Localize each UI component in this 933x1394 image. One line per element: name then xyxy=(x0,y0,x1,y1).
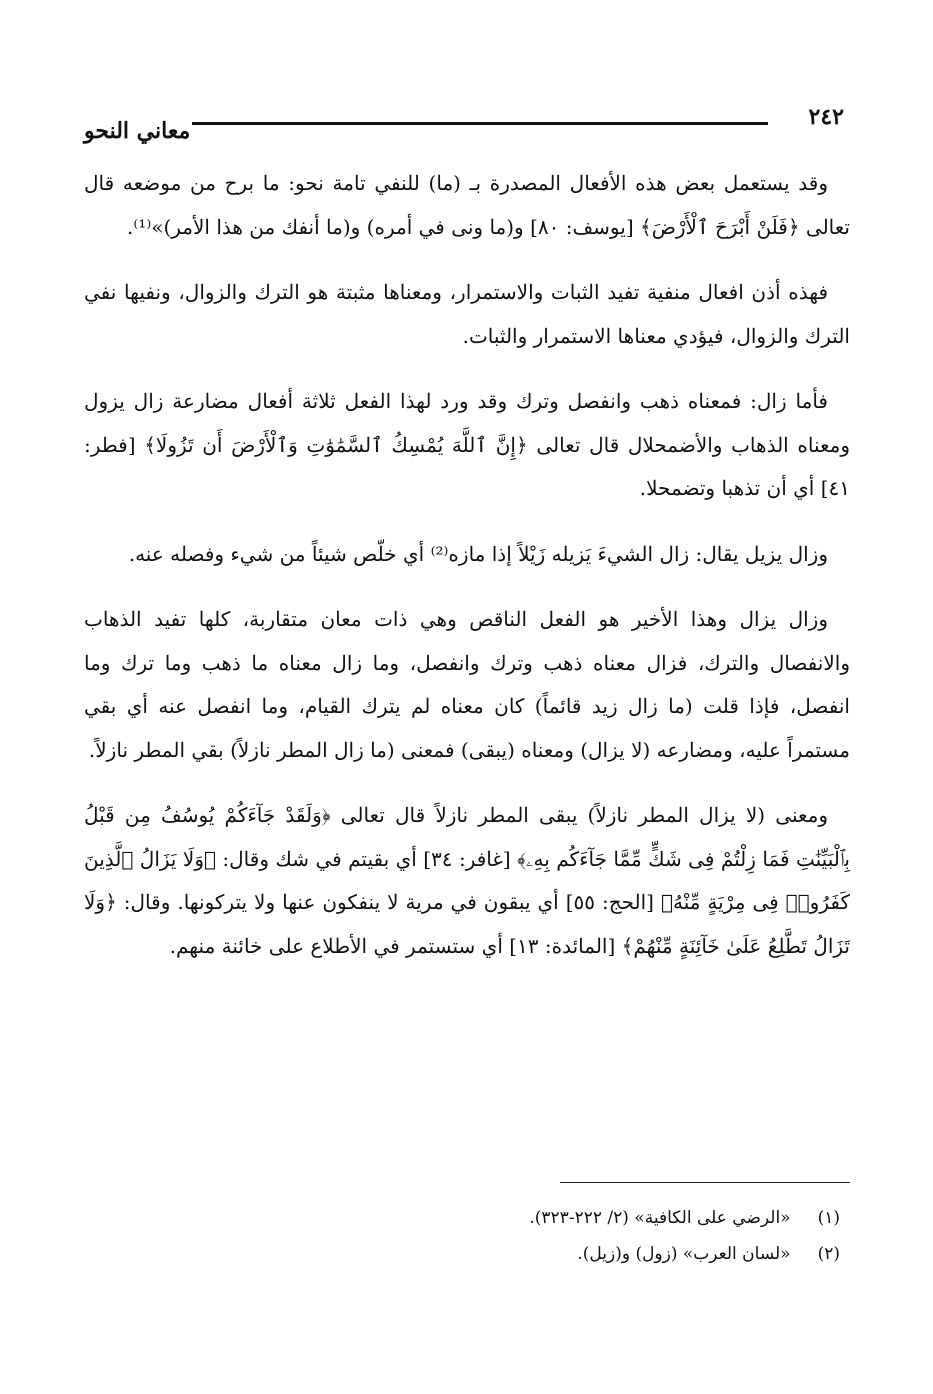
footnote-text: «الرضي على الكافية» (٢/ ٢٢٢-٣٢٣). xyxy=(529,1208,791,1228)
footnote-number: (٢) xyxy=(817,1244,840,1264)
page-number: ٢٤٢ xyxy=(808,104,844,130)
paragraph: وقد يستعمل بعض هذه الأفعال المصدرة بـ (ما) للنفي تامة نحو: ما برح من موضعه قال تعالى ﴿فَلَنْ أَبْرَحَ ٱلْأَرْضَ﴾ [يوسف: ٨٠] و(ما ونى في أمره) و(ما أنفك من هذا الأمر)»⁽¹⁾. xyxy=(84,171,850,239)
body-text xyxy=(84,162,850,990)
footnote-text: «لسان العرب» (زول) و(زيل). xyxy=(577,1244,791,1264)
page-header xyxy=(84,100,850,150)
paragraph: وزال يزيل يقال: زال الشيءَ يَزيله زَيْلاً إذا مازه⁽²⁾ أي خلّص شيئاً من شيء وفصله عنه. xyxy=(128,541,828,566)
footnote xyxy=(84,1236,850,1272)
header-rule xyxy=(192,122,768,125)
footnotes xyxy=(84,1200,850,1272)
footnote-number: (١) xyxy=(817,1208,840,1228)
footnote-rule xyxy=(560,1182,850,1183)
paragraph: ومعنى (لا يزال المطر نازلاً) يبقى المطر نازلاً قال تعالى ﴿وَلَقَدْ جَآءَكُمْ يُوسُفُ مِن قَبْلُ بِٱلْبَيِّنَٰتِ فَمَا زِلْتُمْ فِى شَكٍّ مِّمَّا جَآءَكُم بِهِۦ﴾ [غافر: ٣٤] أي بقيتم في شك وقال: ﴿وَلَا يَزَالُ ٱلَّذِينَ كَفَرُوا۟ فِى مِرْيَةٍ مِّنْهُ﴾ [الحج: ٥٥] أي يبقون في مرية لا ينفكون عنها ولا يتركونها. وقال: ﴿وَلَا تَزَالُ تَطَّلِعُ عَلَىٰ خَآئِنَةٍ مِّنْهُمْ﴾ [المائدة: ١٣] أي ستستمر في الأطلاع على خائنة منهم. xyxy=(84,803,851,958)
footnote xyxy=(84,1200,850,1236)
paragraph: فأما زال: فمعناه ذهب وانفصل وترك وقد ورد لهذا الفعل ثلاثة أفعال مضارعة زال يزول ومعناه الذهاب والأضمحلال قال تعالى ﴿إِنَّ ٱللَّهَ يُمْسِكُ ٱلسَّمَٰوَٰتِ وَٱلْأَرْضَ أَن تَزُولَا﴾ [فطر: ٤١] أي أن تذهبا وتضمحلا. xyxy=(84,389,850,500)
paragraph: فهذه أذن افعال منفية تفيد الثبات والاستمرار، ومعناها مثبتة هو الترك والزوال، ونفيها نفي الترك والزوال، فيؤدي معناها الاستمرار والثبات. xyxy=(84,280,850,348)
book-title: معاني النحو xyxy=(84,118,191,144)
paragraph: وزال يزال وهذا الأخير هو الفعل الناقص وهي ذات معان متقاربة، كلها تفيد الذهاب والانفصال والترك، فزال معناه ذهب وترك وانفصل، وما زال معناه ما ذهب وما ترك وما انفصل، فإذا قلت (ما زال زيد قائماً) كان معناه لم يترك القيام، وما انفصل عنه أي بقي مستمراً عليه، ومضارعه (لا يزال) ومعناه (يبقى) فمعنى (ما زال المطر نازلاً) بقي المطر نازلاً. xyxy=(84,607,850,762)
